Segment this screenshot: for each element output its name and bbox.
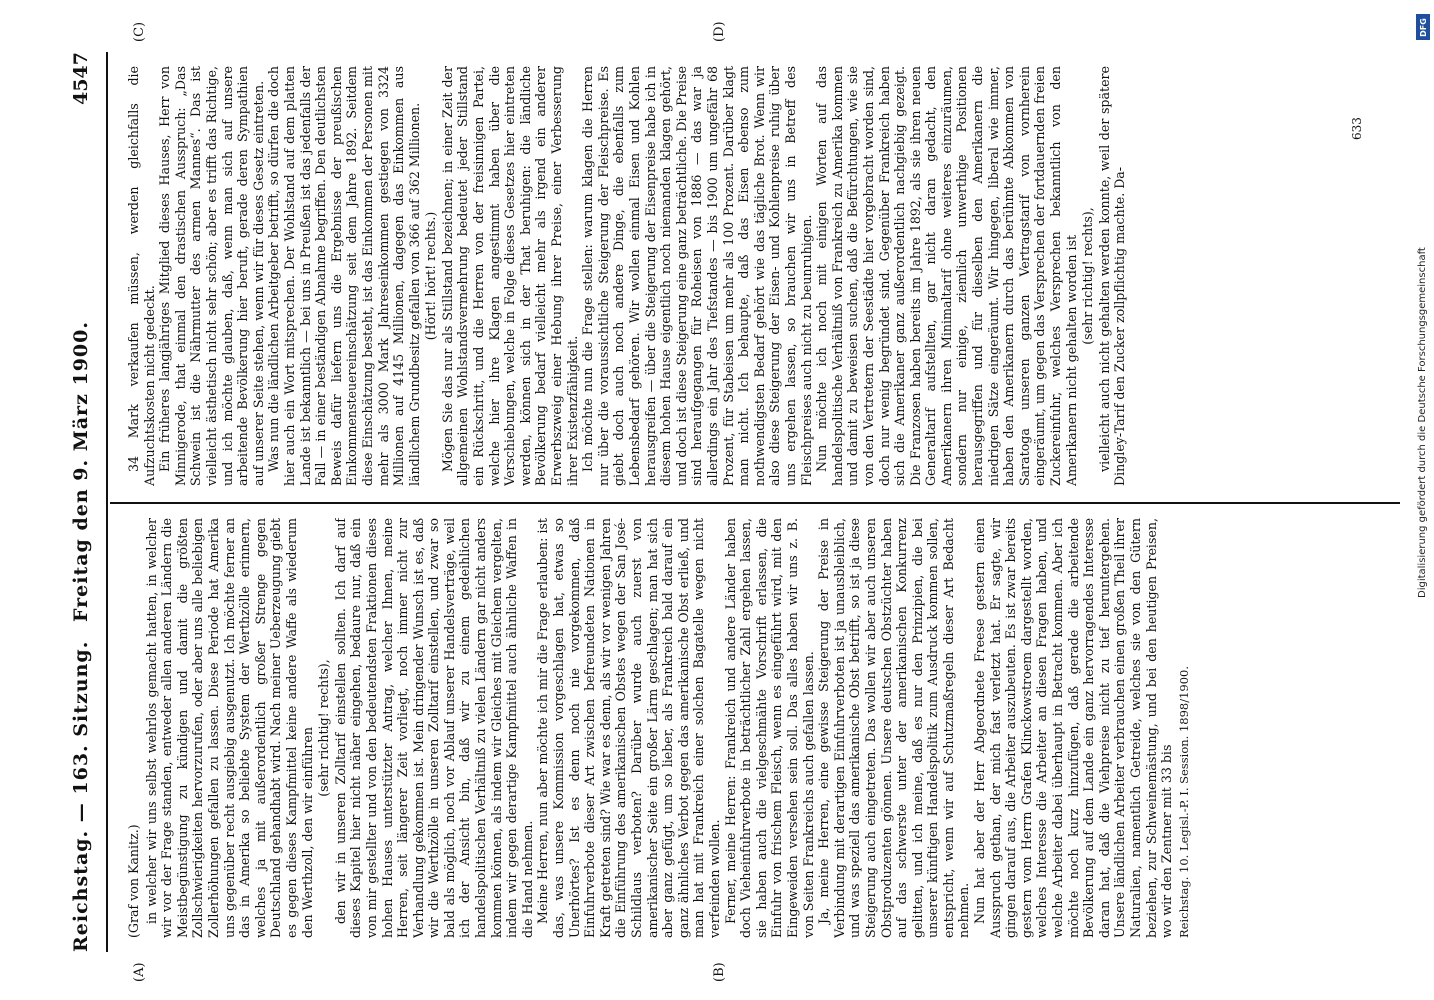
page-header: [62, 52, 102, 952]
paragraph: Ich möchte nun die Frage stellen: warum klagen die Herren nur über die voraussichtliche Steigerung der Fleischpreise. Es giebt doch auch noch andere Dinge, die ebenfalls zum Lebensbedarf gehören. Wir wollen einmal Eisen und Kohlen herausgreifen — über die Steigerung der Eisenpreise habe ich in diesem hohen Hause eigentlich noch niemanden klagen gehört, und doch ist diese Steigerung eine ganz beträchtliche. Die Preise sind heraufgegangen für Roheisen von 1886 — das war ja allerdings ein Jahr des Tiefstandes — bis 1900 um ungefähr 68 Prozent, für Stabeisen um mehr als 100 Prozent. Darüber klagt man nicht. Ich behaupte, daß das Eisen ebenso zum nothwendigsten Bedarf gehört wie das tägliche Brot. Wenn wir also diese Steigerung der Eisen- und Kohlenpreise ruhig über uns ergehen lassen, so brauchen wir uns in Betreff des Fleischpreises auch nicht zu beunruhigen.: [580, 66, 814, 486]
interjection: (Hört! hört! rechts.): [423, 211, 439, 341]
margin-mark-d: (D): [712, 21, 727, 42]
paragraph: den wir in unseren Zolltarif einstellen sollten. Ich darf auf dieses Kapitel hier nicht näher eingehen, bedaure nur, daß ein von mir gestellter und von den bedeutendsten Fraktionen dieses hohen Hauses unterstützter Antrag, welcher Ihnen, meine Herren, seit längerer Zeit vorliegt, noch immer nicht zur Verhandlung gekommen ist. Mein dringender Wunsch ist es, daß wir die Werthzölle in unseren Zolltarif einstellen, und zwar so bald als möglich, noch vor Ablauf unserer Handelsverträge, weil ich der Ansicht bin, daß wir zu einem gedeihlichen handelspolitischen Verhältniß zu vielen Ländern gar nicht anders kommen können, als indem wir Gleiches mit Gleichem vergelten, indem wir gegen derartige Kampfmittel auch ähnliche Waffen in die Hand nehmen.: [332, 518, 535, 938]
column-divider: [110, 502, 1400, 504]
digitization-note: Digitalisierung gefördert durch die Deutsche Forschungsgemeinschaft: [1417, 247, 1428, 598]
rotated-sheet: [62, 21, 1412, 982]
dfg-logo-icon: DFG: [1416, 14, 1430, 40]
paragraph: Meine Herren, nun aber möchte ich mir die Frage erlauben: ist das, was unsere Kommission vorgeschlagen hat, etwas so Unerhörtes? Ist es denn noch nie vorgekommen, daß Einfuhrverbote dieser Art zwischen befreundeten Nationen in Kraft getreten sind? Wie war es denn, als wir vor wenigen Jahren die Einführung des amerikanischen Obstes wegen der San José-Schildlaus verboten? Darüber wurde auch zuerst von amerikanischer Seite ein großer Lärm geschlagen; man hat sich aber ganz gefügt, um so lieber, als Frankreich bald darauf ein ganz ähnliches Verbot gegen das amerikanische Obst erließ, und man hat mit Frankreich einer solchen Bagatelle wegen nicht verfeinden wollen.: [535, 518, 722, 938]
right-column: [126, 66, 1396, 486]
page-mark: 633: [1350, 117, 1364, 140]
interjection: (sehr richtig! rechts),: [316, 659, 332, 797]
paragraph: in welcher wir uns selbst wehrlos gemacht hatten, in welcher wir vor der Frage standen, entweder allen anderen Ländern die Meistbegünstigung zu kündigen und damit die größten Zollschwierigkeiten hervorzurufen, oder aber uns alle beliebigen Zollerhöhungen gefallen zu lassen. Diese Periode hat Amerika uns gegenüber recht ausgiebig ausgenutzt. Ich möchte ferner an das in Amerika so beliebte System der Werthzölle erinnern, welches ja mit außerordentlich großer Strenge gegen Deutschland gehandhabt wird. Nach meiner Ueberzeugung giebt es gegen dieses Kampfmittel keine andere Waffe als wiederum den Werthzoll, den wir einführen: [143, 518, 315, 938]
left-column: [126, 518, 1396, 938]
header-date: Freitag den 9. März 1900.: [70, 321, 92, 622]
paragraph: Mögen Sie das nur als Stillstand bezeichnen; in einer Zeit der allgemeinen Wohlstandsvermehrung bedeutet jeder Stillstand ein Rückschritt, und die Herren von der freisinnigen Partei, welche hier ihre Klagen angestimmt haben über die Verschiebungen, welche in Folge dieses Gesetzes hier eintreten werden, können sich in der That beruhigen: die ländliche Bevölkerung bedarf vielleicht mehr als irgend ein anderer Erwerbszweig einer Hebung ihrer Preise, einer Verbesserung ihrer Existenzfähigkeit.: [439, 66, 580, 486]
margin-mark-a: (A): [132, 962, 147, 982]
paragraph: Nun hat aber der Herr Abgeordnete Freese gestern einen Ausspruch gethan, der mich fast verletzt hat. Er sagte, wir gingen darauf aus, die Arbeiter auszubeuten. Es ist zwar bereits gestern vom Herrn Grafen Klinckowstroem dargestellt worden, welches Interesse die Arbeiter an diesen Fragen haben, und welche Arbeiter dabei überhaupt in Betracht kommen. Aber ich möchte noch kurz hinzufügen, daß gerade die arbeitende Bevölkerung auf dem Lande ein ganz hervorragendes Interesse daran hat, daß die Viehpreise nicht zu tief heruntergehen. Unsere ländlichen Arbeiter verbrauchen einen großen Theil ihrer Naturalien, namentlich Getreide, welches sie von den Gütern beziehen, zur Schweinemästung, und bei den heutigen Preisen, wo wir den Zentner mit 33 bis: [972, 518, 1175, 938]
interjection: (sehr richtig! rechts),: [1080, 207, 1096, 345]
header-title: Reichstag. — 163. Sitzung.: [70, 640, 92, 952]
paragraph: 34 Mark verkaufen müssen, werden gleichfalls die Aufzuchtskosten nicht gedeckt.: [126, 66, 157, 486]
header-rule: [106, 52, 108, 952]
paragraph: vielleicht auch nicht gehalten werden konnte, weil der spätere Dingley-Tarif den Zucker zollpflichtig machte. Da-: [1096, 66, 1128, 486]
page-footer: Reichstag. 10. Legisl.-P. I. Session. 1898/1900.: [1176, 665, 1191, 938]
paragraph: Ferner, meine Herren: Frankreich und andere Länder haben doch Vieheinfuhrverbote in beträchtlicher Zahl ergehen lassen, sie haben auch die vielgeschmähte Vorschrift erlassen, die Einfuhr von frischem Fleisch, wenn es eingeführt wird, mit den Eingeweiden versehen sein soll. Das alles haben wir uns z. B. von Seiten Frankreichs auch gefallen lassen.: [722, 518, 816, 938]
margin-mark-c: (C): [132, 21, 147, 42]
paragraph: Nun möchte ich noch mit einigen Worten auf das handelspolitische Verhältniß von Frankreich zu Amerika kommen und damit zu beweisen suchen, daß die Befürchtungen, wie sie von den Vertretern der Seestädte hier vorgebracht worden sind, doch nur wenig begründet sind. Gegenüber Frankreich haben sich die Amerikaner ganz außerordentlich nachgiebig gezeigt. Die Franzosen haben bereits im Jahre 1892, als sie ihren neuen Generaltarif aufstellten, gar nicht daran gedacht, den Amerikanern ihren Minimaltarif ohne weiteres einzuräumen, sondern nur einige, ziemlich unwerthige Positionen herausgegriffen und für dieselben den Amerikanern die niedrigen Sätze eingeräumt. Wir hingegen, liberal wie immer, haben den Amerikanern durch das berühmte Abkommen von Saratoga unseren ganzen Vertragstarif von vornherein eingeräumt, um gegen das Versprechen der fortdauernden freien Zuckereinfuhr, welches Versprechen bekanntlich von den Amerikanern nicht gehalten worden ist: [814, 66, 1079, 486]
digitization-credit: [1414, 8, 1434, 608]
speaker-label: (Graf von Kanitz.): [126, 824, 141, 938]
paragraph: Was nun die ländlichen Arbeitgeber betrifft, so dürfen die doch hier auch ein Wort mitsprechen. Der Wohlstand auf dem platten Lande ist bekanntlich — bei uns in Preußen ist das jedenfalls der Fall — in einer beständigen Abnahme begriffen. Den deutlichsten Beweis dafür liefern uns die Ergebnisse der preußischen Einkommensteuereinschätzung seit dem Jahre 1892. Seitdem diese Einschätzung besteht, ist das Einkommen der Personen mit mehr als 3000 Mark Jahreseinkommen gestiegen von 3324 Millionen auf 4145 Millionen, dagegen das Einkommen aus ländlichem Grundbesitz gefallen von 366 auf 362 Millionen.: [266, 66, 422, 486]
page-number: 4547: [70, 52, 92, 105]
paragraph: Ein früheres langjähriges Mitglied dieses Hauses, Herr von Minnigerode, that einmal den drastischen Ausspruch: „Das Schwein ist die Nährmutter des armen Mannes“. Das ist vielleicht ästhetisch nicht sehr schön; aber es trifft das Richtige, und ich möchte glauben, daß, wenn man sich auf unsere arbeitende Bevölkerung hier beruft, gerade deren Sympathien auf unserer Seite stehen, wenn wir für dieses Gesetz eintreten.: [157, 66, 266, 486]
paragraph: Ja, meine Herren, eine gewisse Steigerung der Preise in Verbindung mit derartigen Einfuhrverboten ist ja unausbleiblich, und was speziell das amerikanische Obst betrifft, so ist ja diese Steigerung auch eingetreten. Das wollen wir aber auch unseren Obstproduzenten gönnen. Unsere deutschen Obstzüchter haben auf das schwerste unter der amerikanischen Konkurrenz gelitten, und ich meine, daß es nur den Prinzipien, die bei unserer künftigen Handelspolitik zum Ausdruck kommen sollen, entspricht, wenn wir auf Schutzmaßregeln dieser Art Bedacht nehmen.: [816, 518, 972, 938]
margin-mark-b: (B): [712, 962, 727, 982]
